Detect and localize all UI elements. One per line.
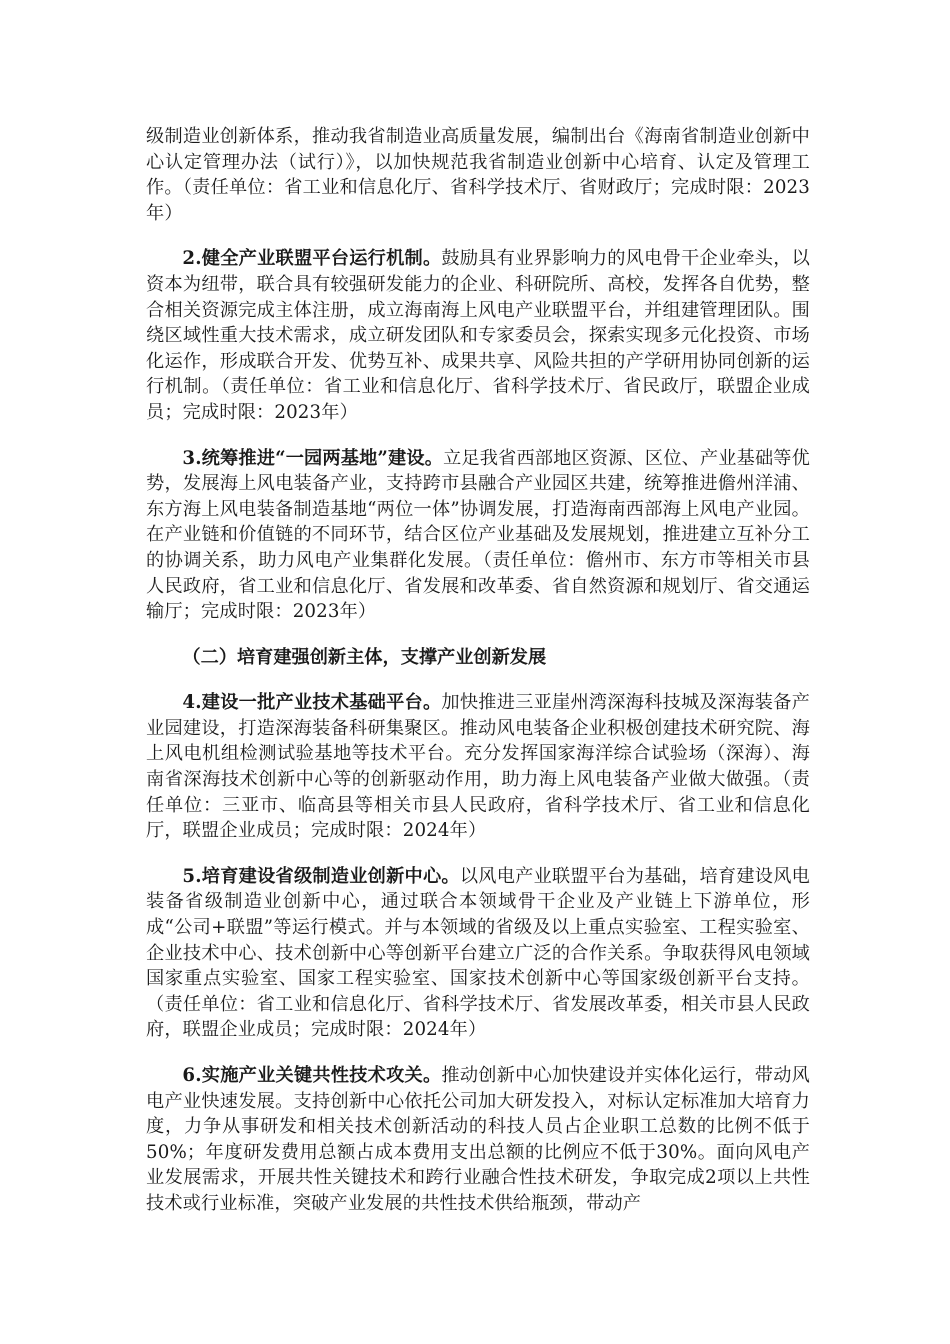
paragraph-item-4 [146, 690, 810, 844]
item-title: 2.健全产业联盟平台运行机制。 [182, 248, 442, 270]
paragraph-continuation [146, 124, 810, 226]
paragraph-item-2 [146, 246, 810, 425]
paragraph-text: 立足我省西部地区资源、区位、产业基础等优势，发展海上风电装备产业，支持跨市县融合产业园区共建，统筹推进儋州洋浦、东方海上风电装备制造基地“两位一体”协调发展，打造海南西部海上风电产业园。在产业链和价值链的不同环节，结合区位产业基础及发展规划，推进建立互补分工的协调关系，助力风电产业集群化发展。（责任单位：儋州市、东方市等相关市县人民政府，省工业和信息化厅、省发展和改革委、省自然资源和规划厅、省交通运输厅；完成时限：2023年） [146, 447, 810, 623]
item-title: 5.培育建设省级制造业创新中心。 [182, 865, 460, 887]
paragraph-text: 级制造业创新体系，推动我省制造业高质量发展，编制出台《海南省制造业创新中心认定管理办法（试行）》，以加快规范我省制造业创新中心培育、认定及管理工作。（责任单位：省工业和信息化厅、省科学技术厅、省财政厅；完成时限：2023年） [146, 126, 810, 224]
paragraph-item-5 [146, 864, 810, 1043]
paragraph-text: 推动创新中心加快建设并实体化运行，带动风电产业快速发展。支持创新中心依托公司加大研发投入，对标认定标准加大培育力度，力争从事研发和相关技术创新活动的科技人员占企业职工总数的比例不低于50%；年度研发费用总额占成本费用支出总额的比例应不低于30%。面向风电产业发展需求，开展共性关键技术和跨行业融合性技术研发，争取完成2项以上共性技术或行业标准，突破产业发展的共性技术供给瓶颈，带动产 [146, 1065, 810, 1214]
item-title: 6.实施产业关键共性技术攻关。 [182, 1065, 442, 1086]
paragraph-item-3 [146, 446, 810, 625]
item-title: 3.统筹推进“一园两基地”建设。 [182, 447, 444, 469]
paragraph-item-6 [146, 1063, 810, 1217]
section-heading: （二）培育建强创新主体，支撑产业创新发展 [182, 646, 547, 668]
paragraph-text: 加快推进三亚崖州湾深海科技城及深海装备产业园建设，打造深海装备科研集聚区。推动风电装备企业积极创建技术研究院、海上风电机组检测试验基地等技术平台。充分发挥国家海洋综合试验场（深海）、海南省深海技术创新中心等的创新驱动作用，助力海上风电装备产业做大做强。（责任单位：三亚市、临高县等相关市县人民政府，省科学技术厅、省工业和信息化厅，联盟企业成员；完成时限：2024年） [146, 692, 810, 842]
paragraph-text: 以风电产业联盟平台为基础，培育建设风电装备省级制造业创新中心，通过联合本领域骨干企业及产业链上下游单位，形成“公司+联盟”等运行模式。并与本领域的省级及以上重点实验室、工程实验室、企业技术中心、技术创新中心等创新平台建立广泛的合作关系。争取获得风电领域国家重点实验室、国家工程实验室、国家技术创新中心等国家级创新平台支持。（责任单位：省工业和信息化厅、省科学技术厅、省发展改革委，相关市县人民政府，联盟企业成员；完成时限：2024年） [146, 865, 811, 1041]
document-body [146, 124, 810, 1237]
item-title: 4.建设一批产业技术基础平台。 [182, 692, 442, 714]
paragraph-text: 鼓励具有业界影响力的风电骨干企业牵头，以资本为纽带，联合具有较强研发能力的企业、科研院所、高校，发挥各自优势，整合相关资源完成主体注册，成立海南海上风电产业联盟平台，并组建管理团队。围绕区域性重大技术需求，成立研发团队和专家委员会，探索实现多元化投资、市场化运作，形成联合开发、优势互补、成果共享、风险共担的产学研用协同创新的运行机制。（责任单位：省工业和信息化厅、省科学技术厅、省民政厅，联盟企业成员；完成时限：2023年） [146, 248, 810, 423]
